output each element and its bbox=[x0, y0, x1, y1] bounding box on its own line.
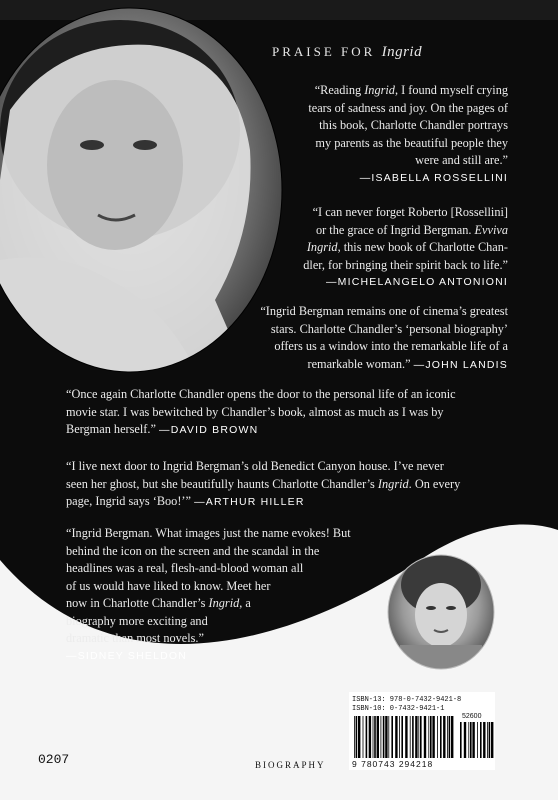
quote-attribution: —ARTHUR HILLER bbox=[194, 496, 305, 508]
barcode-bar bbox=[369, 716, 371, 758]
quote-line bbox=[250, 152, 508, 170]
quote-line bbox=[66, 386, 546, 404]
quote-line bbox=[66, 613, 396, 631]
quote-line bbox=[250, 135, 508, 153]
quote-text: stars. Charlotte Chandler’s ‘personal biography’ bbox=[270, 321, 508, 336]
barcode-bar bbox=[385, 716, 387, 758]
quote-text: or the grace of Ingrid Bergman. bbox=[315, 222, 475, 237]
quote-text: behind the icon on the screen and the scandal in the bbox=[66, 543, 320, 558]
barcode-bar bbox=[395, 716, 397, 758]
barcode-bar bbox=[483, 722, 485, 758]
quote-text: , this new book of Charlotte Chan- bbox=[337, 240, 508, 254]
quote-attribution: —DAVID BROWN bbox=[159, 424, 259, 436]
barcode-bar bbox=[366, 716, 368, 758]
praise-heading-prefix: PRAISE FOR bbox=[272, 44, 376, 59]
barcode-bar bbox=[437, 716, 438, 758]
quote-line bbox=[250, 82, 508, 100]
barcode-bar bbox=[449, 716, 451, 758]
quote-attribution: —JOHN LANDIS bbox=[413, 358, 508, 371]
quote-line bbox=[66, 578, 396, 596]
barcode-bar bbox=[356, 716, 358, 758]
barcode-bar bbox=[472, 722, 474, 758]
quote-attribution: —SIDNEY SHELDON bbox=[66, 649, 188, 662]
barcode-bar bbox=[374, 716, 376, 758]
quote-david-brown bbox=[66, 386, 546, 440]
quote-text: headlines was a real, flesh-and-blood woman all bbox=[66, 561, 304, 575]
price-code: 52600 bbox=[462, 713, 482, 720]
quote-text: now in Charlotte Chandler’s bbox=[66, 596, 209, 610]
quote-attribution: —ISABELLA ROSSELLINI bbox=[359, 171, 508, 184]
quote-text: my parents as the beautiful people they bbox=[315, 135, 508, 150]
barcode-bar bbox=[424, 716, 426, 758]
barcode-bar bbox=[443, 716, 445, 758]
barcode-bar bbox=[440, 716, 442, 758]
quote-text: movie star. I was bewitched by Chandler’s book, almost as much as I was by bbox=[66, 404, 444, 419]
quote-isabella-rossellini bbox=[250, 82, 508, 187]
barcode-bar bbox=[460, 722, 462, 758]
quote-michelangelo-antonioni bbox=[240, 204, 508, 292]
barcode-bar bbox=[447, 716, 448, 758]
quote-text: of us would have liked to know. Meet her bbox=[66, 578, 271, 593]
quote-attribution: —MICHELANGELO ANTONIONI bbox=[325, 276, 508, 288]
quote-line bbox=[66, 630, 396, 648]
quote-text: dramatic than most novels.” bbox=[66, 631, 204, 645]
quote-text: “I can never forget Roberto [Rossellini] bbox=[312, 205, 508, 219]
quote-sidney-sheldon bbox=[66, 525, 396, 665]
quote-line bbox=[66, 476, 546, 494]
barcode-bar bbox=[432, 716, 434, 758]
quote-title-italic: Ingrid bbox=[377, 476, 409, 491]
barcode-bar bbox=[480, 722, 482, 758]
quote-line bbox=[240, 239, 508, 257]
quote-john-landis bbox=[200, 303, 508, 374]
quote-text: “Ingrid Bergman. What images just the name evokes! But bbox=[66, 526, 351, 540]
genre-label: BIOGRAPHY bbox=[255, 760, 326, 770]
quote-line bbox=[250, 100, 508, 118]
corner-code: 0207 bbox=[38, 752, 70, 767]
quote-text: this book, Charlotte Chandler portrays bbox=[319, 118, 508, 132]
quote-line bbox=[240, 204, 508, 222]
barcode-bar bbox=[470, 722, 472, 758]
quote-line bbox=[66, 560, 396, 578]
quote-line bbox=[240, 222, 508, 240]
barcode-bar bbox=[418, 716, 419, 758]
isbn-13: ISBN-13: 978-0-7432-9421-8 bbox=[352, 696, 462, 704]
quote-text: “I live next door to Ingrid Bergman’s old Benedict Canyon house. I’ve never bbox=[66, 459, 444, 473]
barcode-bar bbox=[381, 716, 382, 758]
barcode-bar bbox=[430, 716, 432, 758]
quote-line bbox=[200, 321, 508, 339]
isbn-10: ISBN-10: 0-7432-9421-1 bbox=[352, 705, 445, 713]
barcode-bar bbox=[405, 716, 407, 758]
quote-text: “Ingrid Bergman remains one of cinema’s greatest bbox=[260, 304, 508, 318]
quote-title-italic: Evviva bbox=[474, 222, 508, 237]
quote-line bbox=[66, 595, 396, 613]
barcode-bar bbox=[391, 716, 393, 758]
barcode-number: 9 780743 294218 bbox=[352, 759, 434, 769]
barcode-bar bbox=[489, 722, 491, 758]
quote-text: “Once again Charlotte Chandler opens the door to the personal life of an iconic bbox=[66, 387, 456, 401]
quote-text: page, Ingrid says ‘Boo!’” bbox=[66, 494, 195, 508]
quote-text: . On every bbox=[408, 476, 461, 491]
quote-line bbox=[66, 493, 546, 512]
barcode-bar bbox=[388, 716, 389, 758]
barcode-bar bbox=[428, 716, 429, 758]
quote-arthur-hiller bbox=[66, 458, 546, 512]
quote-line bbox=[66, 421, 546, 440]
barcode-bar bbox=[358, 716, 360, 758]
quote-line bbox=[66, 525, 396, 543]
quote-text: , I found myself crying bbox=[394, 83, 508, 97]
barcode-bar bbox=[373, 716, 374, 758]
barcode-bar bbox=[477, 722, 478, 758]
barcode-bar bbox=[401, 716, 403, 758]
barcode-bar bbox=[412, 716, 414, 758]
quote-title-italic: Ingrid bbox=[208, 596, 240, 610]
barcode-bar bbox=[491, 722, 493, 758]
quote-text: dler, for bringing their spirit back to life.” bbox=[303, 257, 508, 272]
barcode-bar bbox=[363, 716, 364, 758]
praise-heading-title: Ingrid bbox=[381, 44, 423, 60]
quote-text: “Reading bbox=[314, 83, 365, 97]
quote-text: biography more exciting and bbox=[66, 613, 208, 628]
barcode-bar bbox=[468, 722, 469, 758]
quote-line bbox=[200, 356, 508, 375]
quote-line bbox=[66, 543, 396, 561]
barcode-bar bbox=[399, 716, 400, 758]
quote-text: Bergman herself.” bbox=[66, 422, 159, 436]
quote-line bbox=[250, 117, 508, 135]
barcode-bar bbox=[487, 722, 488, 758]
quote-line bbox=[200, 303, 508, 321]
isbn-block bbox=[352, 696, 461, 714]
quote-text: were and still are.” bbox=[415, 153, 508, 167]
barcode-bar bbox=[354, 716, 355, 758]
barcode-bar bbox=[377, 716, 379, 758]
quote-line bbox=[240, 257, 508, 275]
barcode-bar bbox=[420, 716, 422, 758]
quote-line bbox=[66, 458, 546, 476]
quote-text: seen her ghost, but she beautifully haunts Charlotte Chandler’s bbox=[66, 476, 378, 491]
praise-heading bbox=[272, 44, 422, 61]
quote-line bbox=[200, 338, 508, 356]
barcode-bar bbox=[410, 716, 411, 758]
barcode-bar bbox=[415, 716, 417, 758]
barcode-bar bbox=[464, 722, 466, 758]
quote-title-italic: Ingrid bbox=[306, 240, 338, 254]
barcode-bar bbox=[383, 716, 385, 758]
quote-title-italic: Ingrid bbox=[364, 83, 395, 97]
quote-text: , a bbox=[239, 596, 251, 610]
quote-text: remarkable woman.” bbox=[307, 356, 414, 371]
barcode-bar bbox=[451, 716, 453, 758]
quote-text: tears of sadness and joy. On the pages of bbox=[308, 100, 508, 115]
quote-line bbox=[66, 404, 546, 422]
quote-text: offers us a window into the remarkable life of a bbox=[274, 339, 508, 353]
